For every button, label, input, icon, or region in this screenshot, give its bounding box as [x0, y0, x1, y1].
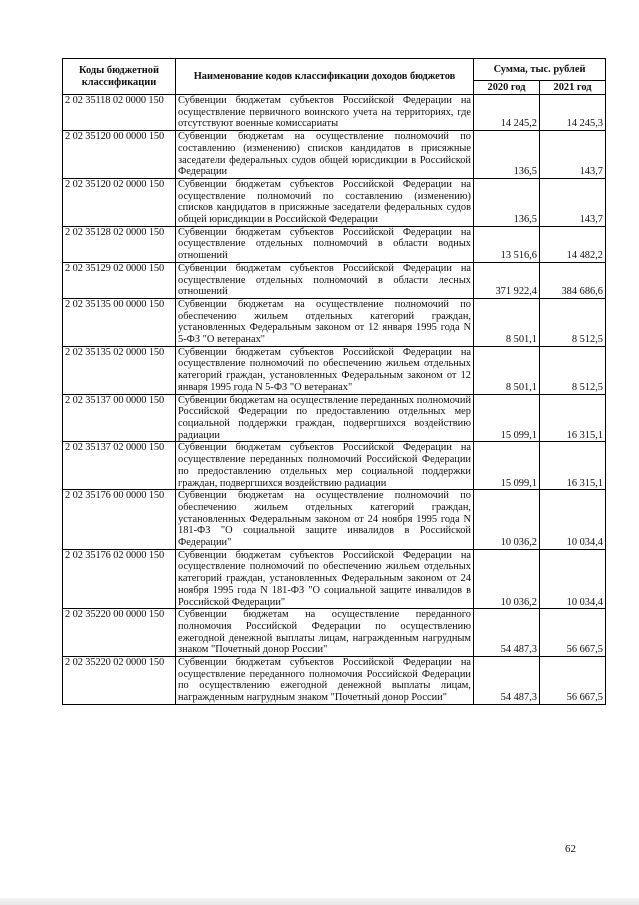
cell-name: Субвенции бюджетам субъектов Российской Федерации на осуществление переданных полномочий Российской Федерации по предоставлению отдельных мер социальной поддержки граждан, подвергшихся воздействию радиации — [176, 442, 474, 490]
cell-name: Субвенции бюджетам на осуществление переданного полномочия Российской Федерации по осуществлению ежегодной денежной выплаты лицам, награжденным нагрудным знаком "Почетный донор России" — [176, 609, 474, 657]
cell-2020: 13 516,6 — [474, 226, 540, 262]
table-row — [63, 394, 606, 442]
revenue-table — [62, 58, 606, 705]
cell-code: 2 02 35120 02 0000 150 — [63, 178, 176, 226]
table-row — [63, 549, 606, 609]
cell-code: 2 02 35220 02 0000 150 — [63, 657, 176, 705]
cell-2020: 10 036,2 — [474, 490, 540, 550]
table-row — [63, 298, 606, 346]
cell-code: 2 02 35120 00 0000 150 — [63, 131, 176, 179]
table-row — [63, 442, 606, 490]
header-name: Наименование кодов классификации доходов бюджетов — [176, 59, 474, 95]
cell-2021: 10 034,4 — [540, 549, 606, 609]
table-row — [63, 178, 606, 226]
cell-name: Субвенции бюджетам на осуществление переданных полномочий Российской Федерации по предоставлению отдельных мер социальной поддержки граждан, подвергшихся воздействию радиации — [176, 394, 474, 442]
header-code: Коды бюджетной классификации — [63, 59, 176, 95]
cell-name: Субвенции бюджетам субъектов Российской Федерации на осуществление первичного воинского учета на территориях, где отсутствуют военные комиссариаты — [176, 95, 474, 131]
table-row — [63, 95, 606, 131]
cell-2021: 14 245,3 — [540, 95, 606, 131]
cell-name: Субвенции бюджетам на осуществление полномочий по обеспечению жильем отдельных категорий граждан, установленных Федеральным законом от 24 ноября 1995 года N 181-ФЗ "О социальной защите инвалидов в Российской Федерации" — [176, 490, 474, 550]
table-row — [63, 657, 606, 705]
cell-2021: 143,7 — [540, 131, 606, 179]
cell-code: 2 02 35128 02 0000 150 — [63, 226, 176, 262]
cell-2020: 8 501,1 — [474, 346, 540, 394]
table-body — [63, 95, 606, 705]
cell-name: Субвенции бюджетам субъектов Российской Федерации на осуществление отдельных полномочий в области водных отношений — [176, 226, 474, 262]
cell-code: 2 02 35176 02 0000 150 — [63, 549, 176, 609]
cell-name: Субвенции бюджетам субъектов Российской Федерации на осуществление полномочий по составлению (изменению) списков кандидатов в присяжные заседатели федеральных судов общей юрисдикции в Российской Федерации — [176, 178, 474, 226]
cell-2021: 56 667,5 — [540, 609, 606, 657]
table-row — [63, 262, 606, 298]
cell-name: Субвенции бюджетам на осуществление полномочий по составлению (изменению) списков кандидатов в присяжные заседатели федеральных судов общей юрисдикции в Российской Федерации — [176, 131, 474, 179]
cell-2020: 54 487,3 — [474, 609, 540, 657]
cell-code: 2 02 35176 00 0000 150 — [63, 490, 176, 550]
cell-2021: 56 667,5 — [540, 657, 606, 705]
cell-2020: 54 487,3 — [474, 657, 540, 705]
cell-2020: 15 099,1 — [474, 394, 540, 442]
cell-code: 2 02 35118 02 0000 150 — [63, 95, 176, 131]
document-page — [62, 58, 605, 705]
cell-name: Субвенции бюджетам субъектов Российской Федерации на осуществление отдельных полномочий в области лесных отношений — [176, 262, 474, 298]
cell-2020: 14 245,2 — [474, 95, 540, 131]
cell-2021: 16 315,1 — [540, 394, 606, 442]
cell-2020: 136,5 — [474, 131, 540, 179]
header-2020: 2020 год — [474, 81, 540, 95]
cell-2021: 8 512,5 — [540, 298, 606, 346]
cell-name: Субвенции бюджетам на осуществление полномочий по обеспечению жильем отдельных категорий граждан, установленных Федеральным законом от 12 января 1995 года N 5-ФЗ "О ветеранах" — [176, 298, 474, 346]
cell-2020: 371 922,4 — [474, 262, 540, 298]
table-row — [63, 609, 606, 657]
cell-2021: 143,7 — [540, 178, 606, 226]
cell-2021: 14 482,2 — [540, 226, 606, 262]
cell-name: Субвенции бюджетам субъектов Российской Федерации на осуществление полномочий по обеспечению жильем отдельных категорий граждан, установленных Федеральным законом от 12 января 1995 года N 5-ФЗ "О ветеранах" — [176, 346, 474, 394]
table-row — [63, 490, 606, 550]
cell-2020: 15 099,1 — [474, 442, 540, 490]
cell-2021: 8 512,5 — [540, 346, 606, 394]
header-sum: Сумма, тыс. рублей — [474, 59, 606, 81]
cell-name: Субвенции бюджетам субъектов Российской Федерации на осуществление полномочий по обеспечению жильем отдельных категорий граждан, установленных Федеральным законом от 24 ноября 1995 года N 181-ФЗ "О социальной защите инвалидов в Российской Федерации" — [176, 549, 474, 609]
table-row — [63, 226, 606, 262]
cell-code: 2 02 35135 00 0000 150 — [63, 298, 176, 346]
cell-2021: 16 315,1 — [540, 442, 606, 490]
table-row — [63, 131, 606, 179]
cell-2020: 8 501,1 — [474, 298, 540, 346]
cell-2020: 136,5 — [474, 178, 540, 226]
cell-code: 2 02 35135 02 0000 150 — [63, 346, 176, 394]
cell-2021: 384 686,6 — [540, 262, 606, 298]
cell-2021: 10 034,4 — [540, 490, 606, 550]
cell-code: 2 02 35129 02 0000 150 — [63, 262, 176, 298]
cell-code: 2 02 35220 00 0000 150 — [63, 609, 176, 657]
table-row — [63, 346, 606, 394]
cell-2020: 10 036,2 — [474, 549, 540, 609]
cell-code: 2 02 35137 00 0000 150 — [63, 394, 176, 442]
scan-edge — [0, 898, 639, 905]
header-2021: 2021 год — [540, 81, 606, 95]
cell-code: 2 02 35137 02 0000 150 — [63, 442, 176, 490]
cell-name: Субвенции бюджетам субъектов Российской Федерации на осуществление переданного полномочия Российской Федерации по осуществлению ежегодной денежной выплаты лицам, награжденным нагрудным знаком "Почетный донор России" — [176, 657, 474, 705]
page-number: 62 — [565, 843, 576, 855]
